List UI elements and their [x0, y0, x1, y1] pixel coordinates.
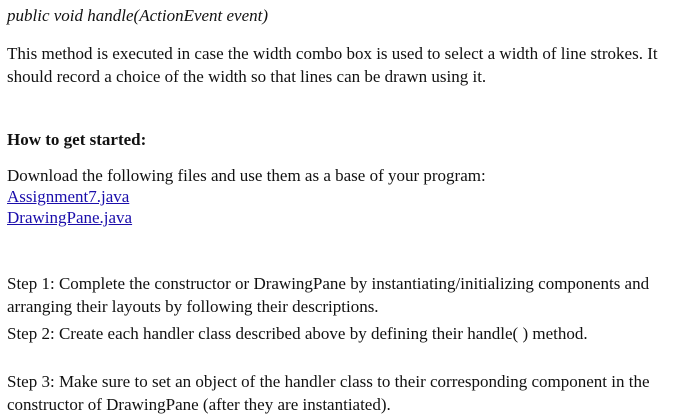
- file-link-assignment7[interactable]: Assignment7.java: [7, 187, 130, 206]
- method-signature: public void handle(ActionEvent event): [7, 6, 269, 25]
- step-2-text: Step 2: Create each handler class described above by defining their handle( ) method.: [7, 324, 588, 343]
- method-description: This method is executed in case the width combo box is used to select a width of line strokes. It should record a choice of the width so that lines can be drawn using it.: [7, 44, 658, 86]
- section-heading: How to get started:: [7, 130, 147, 149]
- step-1-text: Step 1: Complete the constructor or DrawingPane by instantiating/initializing components and arranging their layouts by following their descriptions.: [7, 274, 650, 316]
- intro-text: Download the following files and use them as a base of your program:: [7, 166, 486, 185]
- step-3-text: Step 3: Make sure to set an object of the handler class to their corresponding component in the constructor of DrawingPane (after they are instantiated).: [7, 372, 650, 414]
- file-link-drawingpane[interactable]: DrawingPane.java: [7, 208, 133, 227]
